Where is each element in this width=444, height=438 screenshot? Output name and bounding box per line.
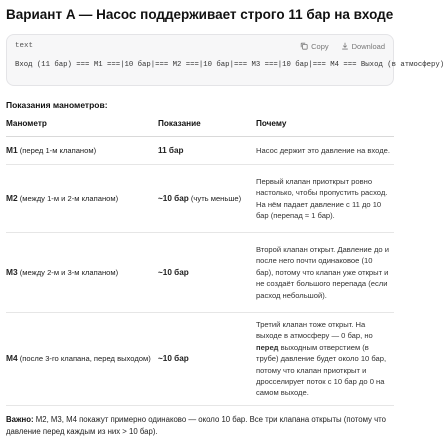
reason-text: Насос держит это давление на входе. <box>256 145 390 155</box>
download-label: Download <box>351 41 385 51</box>
reason-cell <box>256 137 394 165</box>
reading-value: ~10 бар <box>158 193 189 203</box>
code-block-header <box>7 35 393 57</box>
gauge-name: М1 <box>6 144 18 155</box>
section-subtitle: Показания манометров: <box>6 100 108 110</box>
copy-label: Copy <box>311 41 329 51</box>
reading-suffix: (чуть меньше) <box>190 193 242 203</box>
reason-emphasis: перед <box>256 342 279 352</box>
reason-text: Третий клапан тоже открыт. На выходе в атмосферу — 0 бар, но <box>256 320 373 341</box>
reading-value: ~10 бар <box>158 267 189 277</box>
table-row <box>6 165 394 233</box>
reason-cell <box>256 233 394 313</box>
gauge-table <box>6 119 394 406</box>
gauge-qualifier: (между 1-м и 2-м клапаном) <box>19 193 119 203</box>
gauge-qualifier: (между 2-м и 3-м клапаном) <box>19 267 119 277</box>
reading-cell <box>158 165 256 233</box>
gauge-cell <box>6 137 158 165</box>
reading-cell <box>158 233 256 313</box>
reading-cell <box>158 313 256 406</box>
gauge-cell <box>6 165 158 233</box>
code-block <box>6 34 444 86</box>
copy-button[interactable] <box>300 42 329 51</box>
code-language-label: text <box>15 42 34 50</box>
reason-text: Первый клапан приоткрыт ровно настолько, чтобы пропустить расход. На нём падает давление с 11 до 10 бар (перепад ≈ 1 бар). <box>256 176 388 220</box>
page-title: Вариант A — Насос поддерживает строго 11 бар на входе <box>6 7 394 22</box>
gauge-name: М2 <box>6 192 18 203</box>
note-label: Важно: <box>6 414 34 424</box>
table-row <box>6 313 394 406</box>
gauge-cell <box>6 233 158 313</box>
download-button[interactable] <box>341 42 385 51</box>
important-note <box>6 414 394 438</box>
table-row <box>6 137 394 165</box>
gauge-qualifier: (после 3-го клапана, перед выходом) <box>19 354 151 364</box>
gauge-name: М4 <box>6 353 18 364</box>
reading-value: 11 бар <box>158 145 184 155</box>
code-actions <box>300 42 385 51</box>
reason-cell <box>256 313 394 406</box>
reason-cell <box>256 165 394 233</box>
reading-value: ~10 бар <box>158 354 189 364</box>
gauge-cell <box>6 313 158 406</box>
reason-text: Второй клапан открыт. Давление до и после него почти одинаковое (10 бар), потому что клапан уже открыт и не создаёт большого перепада (если расход небольшой). <box>256 244 389 300</box>
table-row <box>6 233 394 313</box>
note-text: М2, М3, М4 покажут примерно одинаково — около 10 бар. Все три клапана открыты (потому что давление перед каждым из них > 10 бар). <box>6 414 386 436</box>
download-icon <box>341 42 349 50</box>
table-header-row <box>6 119 394 137</box>
column-header: Показание <box>158 119 256 137</box>
code-text: Вход (11 бар) === М1 ===|10 бар|=== М2 ===|10 бар|=== М3 ===|10 бар|=== М4 === Выход (в атмосферу) <box>15 61 444 69</box>
column-header: Почему <box>256 119 394 137</box>
reason-text: выходным отверстием (в трубе) давление будет около 10 бар, потому что клапан приоткрыт и дросселирует поток с 10 бар до 0 на самом выходе. <box>256 342 387 398</box>
reading-cell <box>158 137 256 165</box>
gauge-qualifier: (перед 1-м клапаном) <box>19 145 97 155</box>
column-header: Манометр <box>6 119 158 137</box>
copy-icon <box>300 42 308 50</box>
gauge-name: М3 <box>6 266 18 277</box>
